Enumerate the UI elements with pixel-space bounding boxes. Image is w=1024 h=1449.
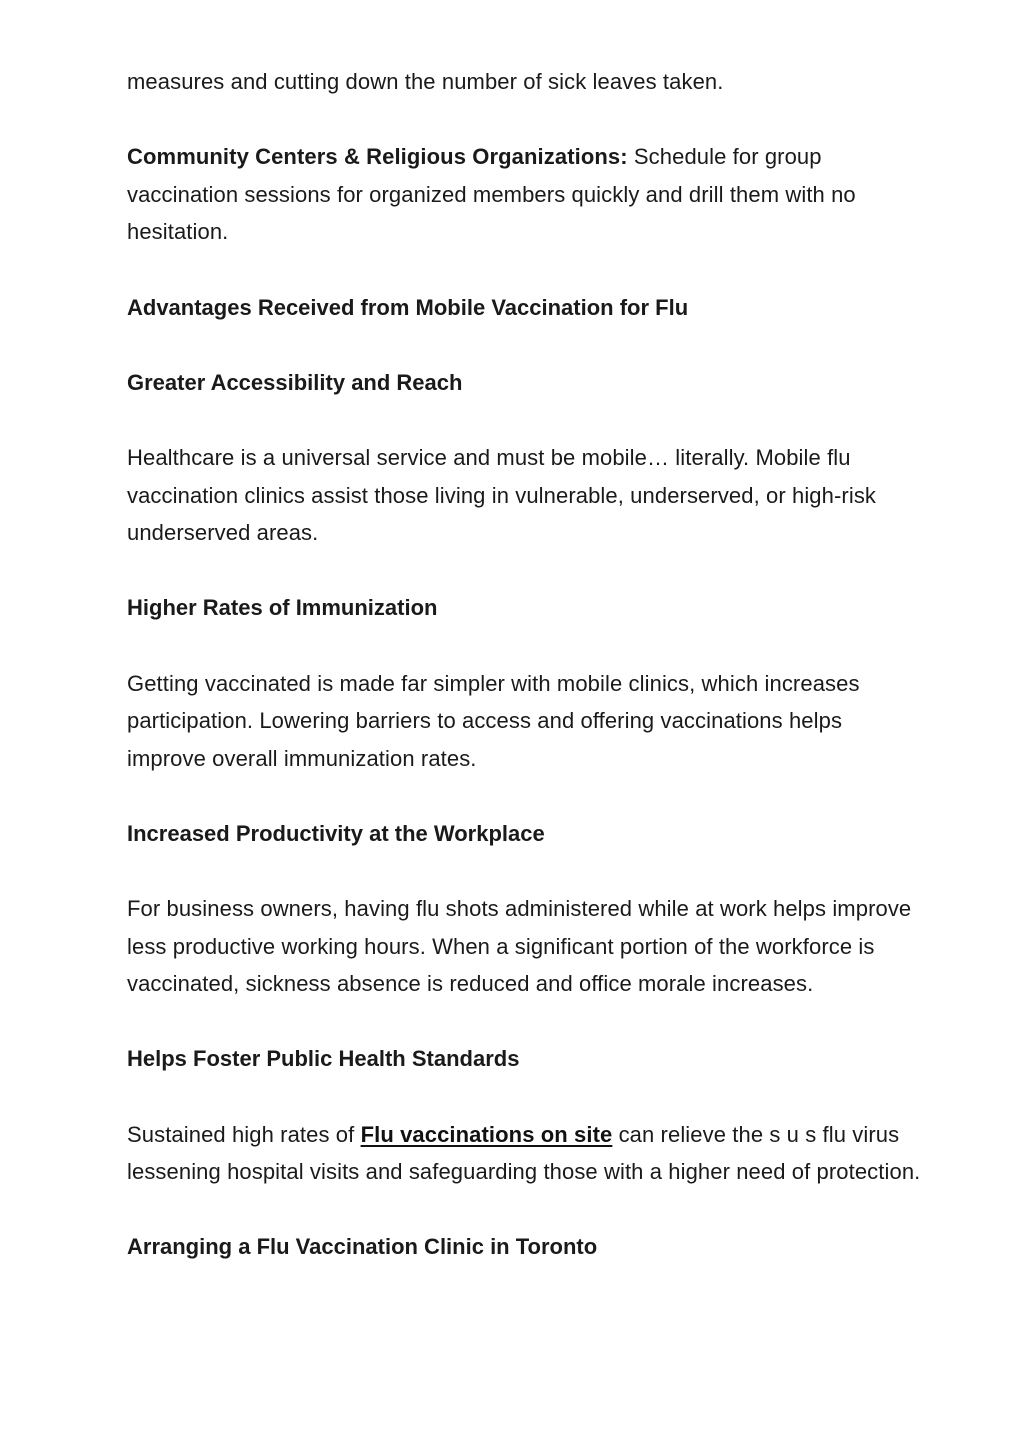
immunization-heading: Higher Rates of Immunization <box>127 595 438 621</box>
community-text: Schedule for group vaccination sessions for organized members quickly and drill them with no hesitation. <box>127 144 856 245</box>
accessibility-paragraph: Healthcare is a universal service and must be mobile… literally. Mobile flu vaccination clinics assist those living in vulnerable, underserved, or high-risk underserved areas. <box>127 444 877 546</box>
community-paragraph <box>127 138 927 251</box>
arranging-heading: Arranging a Flu Vaccination Clinic in Toronto <box>127 1234 598 1260</box>
public-health-text-before: Sustained high rates of <box>127 1121 361 1147</box>
intro-paragraph-tail: measures and cutting down the number of sick leaves taken. <box>127 69 724 94</box>
flu-vaccinations-on-site-link[interactable]: Flu vaccinations on site <box>360 1121 613 1147</box>
advantages-heading: Advantages Received from Mobile Vaccination for Flu <box>127 294 689 320</box>
public-health-heading: Helps Foster Public Health Standards <box>127 1046 520 1072</box>
community-label: Community Centers & Religious Organizations: <box>127 144 628 170</box>
productivity-paragraph: For business owners, having flu shots administered while at work helps improve less productive working hours. When a significant portion of the workforce is vaccinated, sickness absence is reduced and office morale increases. <box>127 896 912 997</box>
immunization-paragraph: Getting vaccinated is made far simpler with mobile clinics, which increases participation. Lowering barriers to access and offering vaccinations helps improve overall immunization rates. <box>127 670 860 771</box>
accessibility-heading: Greater Accessibility and Reach <box>127 369 463 395</box>
productivity-heading: Increased Productivity at the Workplace <box>127 820 545 846</box>
public-health-paragraph <box>127 1116 927 1191</box>
article-body <box>127 63 927 1304</box>
public-health-text-after: can relieve the s u s flu virus lessening hospital visits and safeguarding those with a higher need of protection. <box>127 1121 921 1185</box>
